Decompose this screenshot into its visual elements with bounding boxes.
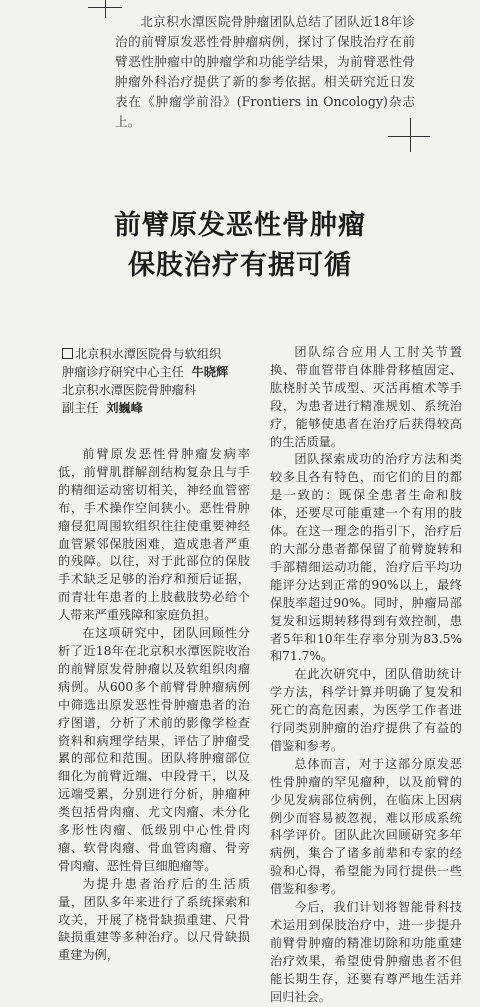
article-column-right [270,344,462,1007]
intro-paragraph: 北京积水潭医院骨肿瘤团队总结了团队近18年诊治的前臂原发恶性骨肿瘤病例，探讨了保肢治疗在前臂恶性肿瘤中的肿瘤学和功能学结果，为前臂恶性骨肿瘤外科治疗提供了新的参考依据。相关研究近日发表在《肿瘤学前沿》(Frontiers in Oncology)杂志上。 [115,14,415,129]
body-paragraph: 为提升患者治疗后的生活质量，团队多年来进行了系统探索和攻关，开展了桡骨缺损重建、尺骨缺损重建等多种治疗。以尺骨缺损重建为例， [58,876,250,963]
author-role-1: 肿瘤诊疗研究中心主任 [62,365,184,379]
article-title [0,206,480,286]
square-bullet-icon [62,348,73,359]
body-paragraph: 前臂原发恶性骨肿瘤发病率低，前臂肌群解剖结构复杂且与手的精细运动密切相关，神经血管密布，手术操作空间狭小。恶性骨肿瘤侵犯周围软组织往往使重要神经血管紧邻保肢困难，造成患者严重的残障。以往，对于此部位的保肢手术缺乏足够的治疗和预后证据，而青壮年患者的上肢截肢势必给个人带来严重残障和家庭负担。 [58,447,250,623]
crop-mark-top-vertical [105,0,106,18]
body-paragraph: 团队综合应用人工肘关节置换、带血管带自体腓骨移植固定、肱桡肘关节成型、灭活再植术等手段，为患者进行精准规划、系统治疗，能够使患者在治疗后获得较高的生活质量。 [270,345,462,449]
title-line-1: 前臂原发恶性骨肿瘤 [114,210,366,241]
body-paragraph: 今后，我们计划将智能骨科技术运用到保肢治疗中，进一步提升前臂骨肿瘤的精准切除和功能重建治疗效果，希望使骨肿瘤患者不但能长期生存，还要有尊严地生活并回归社会。 [270,900,462,1004]
crop-mark-mid-horizontal [388,136,430,137]
author-name-1: 牛晓辉 [191,365,229,379]
author-name-2: 刘巍峰 [106,401,143,415]
body-paragraph: 总体而言，对于这部分原发恶性骨肿瘤的罕见瘤种，以及前臂的少见发病部位病例，在临床上因病例少而容易被忽视，难以形成系统科学评价。团队此次回顾研究多年病例，集合了诸多前辈和专家的经验和心得，希望能为同行提供一些借鉴和参考。 [270,756,462,897]
article-column-left [58,446,250,965]
body-paragraph: 在这项研究中，团队回顾性分析了近18年在北京积水潭医院收治的前臂原发骨肿瘤以及软组织肉瘤病例。从600多个前臂骨肿瘤病例中筛选出原发恶性骨肿瘤患者的治疗图谱，分析了术前的影像学检查资料和病理学结果，评估了肿瘤受累的部位和范围。团队将肿瘤部位细化为前臂近端、中段骨干，以及远端受累，分别进行分析，肿瘤种类包括骨肉瘤、尤文肉瘤、未分化多形性肉瘤、低级别中心性骨肉瘤、软骨肉瘤、骨血管肉瘤、骨旁骨肉瘤、恶性骨巨细胞瘤等。 [58,626,250,873]
body-paragraph: 团队探索成功的治疗方法和类较多且各有特色，而它们的目的都是一致的：既保全患者生命和肢体，还要尽可能重建一个有用的肢体。在这一理念的指引下，治疗后的大部分患者都保留了前臂旋转和手部精细运动功能，治疗后平均功能评分达到正常的90%以上，最终保肢率超过90%。同时，肿瘤局部复发和远期转移得到有效控制，患者5年和10年生存率分别为83.5%和71.7%。 [270,452,462,664]
author-byline [62,345,252,417]
author-affiliation-2: 北京积水潭医院骨肿瘤科 [62,383,197,397]
author-role-2: 副主任 [62,401,99,415]
author-affiliation-1: 北京积水潭医院骨与软组织 [75,347,222,361]
crop-mark-top-horizontal [88,7,122,8]
body-paragraph: 在此次研究中，团队借助统计学方法，科学计算并明确了复发和死亡的高危因素，为医学工作者进行同类别肿瘤的治疗提供了有益的借鉴和参考。 [270,667,462,753]
title-line-2: 保肢治疗有据可循 [128,250,352,281]
